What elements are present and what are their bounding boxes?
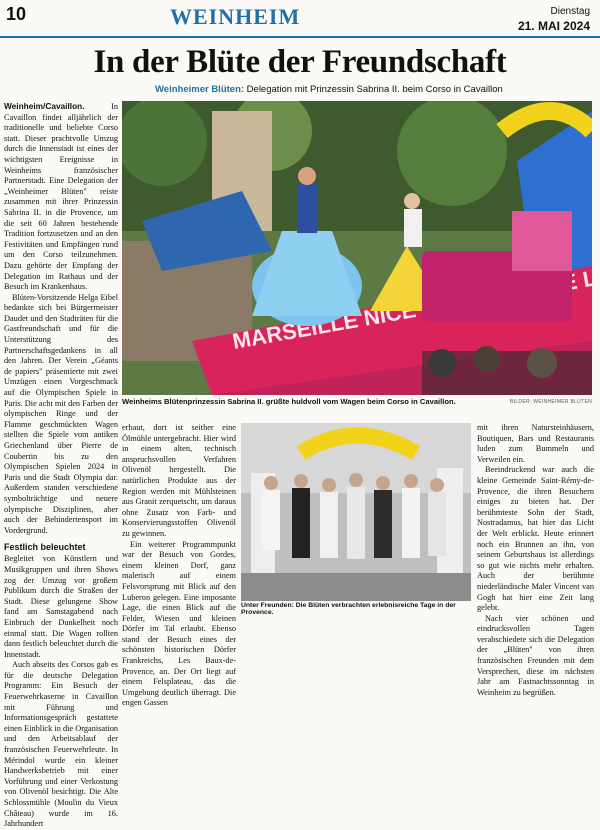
- article-column-1: [4, 101, 118, 830]
- dateline: Weinheim/Cavaillon.: [4, 101, 85, 111]
- issue-day: Dienstag: [550, 6, 590, 17]
- paragraph: Beeindruckend war auch die kleine Gemeinde Saint-Rémy-de-Provence, die ihren Besuchern einiges zu bieten hat. Der berühmteste Sohn der Stadt, Nostradamus, hat hier das Licht der Welt erblickt. Heute erinnert noch ein Brunnen an ihn, von seinem Geburtshaus ist allerdings so gut wie nichts mehr erhalten. Auch der berühmte niederländische Maler Vincent van Gogh hat hier eine Zeit lang gelebt.: [477, 465, 594, 613]
- paragraph: erbaut, dort ist seither eine Ölmühle untergebracht. Hier wird in einem alten, technisch anspruchsvollen Verfahren Olivenöl hergestellt. Die natürlichen Produkte aus der Region werden mit Mühlsteinen aus Granit zerquetscht, um daraus ohne Zusatz von Farb- und Konservierungsstoffen Olivenöl zu gewinnen.: [122, 423, 236, 538]
- article-headline: In der Blüte der Freundschaft: [93, 44, 507, 80]
- article-column-3: [477, 423, 594, 698]
- corso-float-illustration: [122, 101, 592, 395]
- article-column-2: [122, 423, 236, 709]
- corso-float-photo: [122, 101, 592, 395]
- main-photo-caption: [122, 397, 592, 406]
- paragraph: mit ihren Natursteinhäusern, Boutiquen, Bars und Restaurants luden zum Bummeln und Verweilen ein.: [477, 423, 594, 464]
- article-subheadline: [155, 84, 503, 95]
- group-photo: [241, 423, 471, 601]
- subheadline-kicker: Weinheimer Blüten:: [155, 84, 245, 95]
- paragraph: Ein weiterer Programmpunkt war der Besuch von Gordes, einem kleinen Dorf, ganz malerisch auf einem Felsvorsprung mit Blick auf den Luberon gelegen. Eine imposante Lage, die einen Blick auf die Felder, Wiesen und kleinen Dörfer im Tal erlaubt. Ebenso stand der Besuch eines der schönsten historischen Dörfer Frankreichs, Les Baux-de-Provence, an. Der Ort liegt auf einem Felsplateau, das die Umgebung deutlich überragt. Die engen Gassen: [122, 539, 236, 708]
- photo-credit: BILDER: WEINHEIMER BLÜTEN: [510, 399, 592, 405]
- issue-date: 21. MAI 2024: [517, 19, 590, 33]
- page-number: 10: [6, 4, 27, 24]
- paragraph: In Cavaillon findet alljährlich der traditionelle und beliebte Corso statt. Dieser prachtvolle Umzug durch die Innenstadt ist eines der wichtigsten Ereignisse in Weinheims französischer Partnerstadt. Eine Delegation der „Weinheimer Blüten" reiste zusammen mit ihrer Prinzessin Sabrina II. in die Provence, um die seit 60 Jahren bestehende Tradition fortzusetzen und an den Festivitäten und Empfängen rund um den Corso teilzunehmen. Dazu gehörte der Empfang der Delegation im Rathaus und der Besuch im Krankenhaus.: [4, 102, 118, 292]
- paragraph: Nach vier schönen und eindrucksvollen Tagen verabschiedete sich die Delegation der „Blüten" von ihren französischen Freunden mit dem Versprechen, diese im nächsten Jahr am Fastnachtssonntag in Weinheim zu begrüßen.: [477, 613, 594, 697]
- group-photo-caption: Unter Freunden: Die Blüten verbrachten erlebnisreiche Tage in der Provence.: [241, 602, 456, 616]
- paragraph: Auch abseits des Corsos gab es für die deutsche Delegation Programm: Ein Besuch der Feuerwehrkaserne in Cavaillon mit Führung und Informationsgespräch gestattete einen Einblick in die Organisation und den Arbeitsablauf der französischen Feuerwehrleute. In Mérindol wurde ein kleiner Handwerksbetrieb mit einer Vorführung und einer Verkostung von Olivenöl besichtigt. Die Alte Schlossmühle (Moulin du Vieux Château) wurde im 16. Jahrhundert: [4, 660, 118, 829]
- subheadline-text: Delegation mit Prinzessin Sabrina II. beim Corso in Cavaillon: [246, 84, 503, 95]
- header-rule: [0, 36, 600, 38]
- section-title: WEINHEIM: [170, 4, 301, 29]
- float-city-names: MARSEILLE NICE LY: [230, 263, 592, 354]
- paragraph: Begleitet von Künstlern und Musikgruppen und ihren Shows zog der Umzug vor großem Publikum durch die Straßen der Stadt. Diese gelungene Show fand am Samstagabend nach Einbruch der Dunkelheit noch einmal statt. Die Wagen rollten dann festlich beleuchtet durch die Innenstadt.: [4, 554, 118, 659]
- caption-text: Weinheims Blütenprinzessin Sabrina II. grüßte huldvoll vom Wagen beim Corso in Cavaillon.: [122, 397, 456, 406]
- group-photo-illustration: [241, 423, 471, 601]
- subheading: Festlich beleuchtet: [4, 542, 86, 553]
- paragraph: Blüten-Vorsitzende Helga Eibel bedankte sich bei Bürgermeister Daudet und den Stadträten für die Gastfreundschaft und für die Unterstützung des Partnerschaftsgedankens in all den Jahren. Der Verein „Géants de papiers" präsentierte mit zwei Umzügen einen Vorgeschmack auf die Olympischen Spiele in Paris. Die acht mit den Farben der olympischen Ringe und der Flamme geschmückten Wagen stellten die Spiele vom antiken Griechenland über Pierre de Coubertin bis zu den Olympischen Spielen 2024 in Paris und die Stadt Olympia dar. Außerdem standen verschiedene symbolträchtige und neuere olympische Disziplinen, aber auch der Behindertensport im Vordergrund.: [4, 292, 118, 535]
